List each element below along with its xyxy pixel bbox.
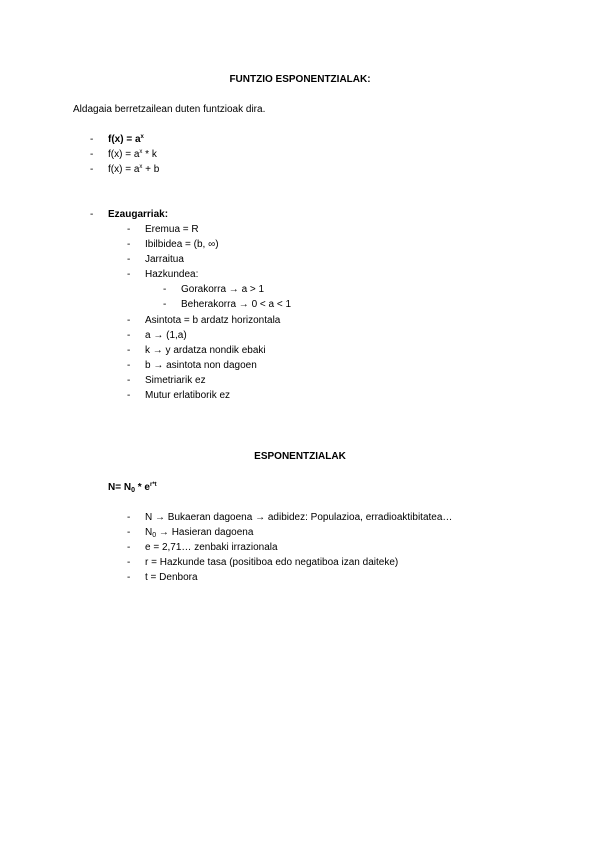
list-item: Ibilbidea = (b, ∞) xyxy=(145,239,219,250)
bullet-dash: - xyxy=(163,299,167,310)
list-item: k → y ardatza nondik ebaki xyxy=(145,345,266,356)
bullet-dash: - xyxy=(127,269,131,280)
section-label: Ezaugarriak: xyxy=(108,209,169,220)
bullet-dash: - xyxy=(127,330,131,341)
bullet-dash: - xyxy=(163,284,167,295)
bullet-dash: - xyxy=(127,512,131,523)
bullet-dash: - xyxy=(127,390,131,401)
bullet-dash: - xyxy=(127,572,131,583)
bullet-dash: - xyxy=(127,375,131,386)
list-item: N → Bukaeran dagoena → adibidez: Populazioa, erradioaktibitatea… xyxy=(145,512,453,523)
list-item: t = Denbora xyxy=(145,572,198,583)
list-item: Simetriarik ez xyxy=(145,375,206,386)
list-item: b → asintota non dagoen xyxy=(145,360,257,371)
sub-list-item: Beherakorra → 0 < a < 1 xyxy=(181,299,292,310)
main-formula: $N= N_0 * e^{r*t}$ xyxy=(108,482,157,494)
list-item: r = Hazkunde tasa (positiboa edo negatiboa izan daiteke) xyxy=(145,557,399,568)
bullet-dash: - xyxy=(127,224,131,235)
bullet-dash: - xyxy=(90,209,94,220)
bullet-dash: - xyxy=(127,315,131,326)
intro-text: Aldagaia berretzailean duten funtzioak dira. xyxy=(73,104,266,115)
bullet-dash: - xyxy=(127,239,131,250)
bullet-dash: - xyxy=(127,527,131,538)
bullet-dash: - xyxy=(127,557,131,568)
bullet-dash: - xyxy=(127,345,131,356)
list-item: e = 2,71… zenbaki irrazionala xyxy=(145,542,278,553)
section-title: ESPONENTZIALAK xyxy=(254,451,346,462)
bullet-dash: - xyxy=(90,134,94,145)
list-item: Hazkundea: xyxy=(145,269,199,280)
bullet-dash: - xyxy=(127,360,131,371)
list-item: $N_0$ → Hasieran dagoena xyxy=(145,527,254,539)
list-item: Mutur erlatiborik ez xyxy=(145,390,231,401)
bullet-dash: - xyxy=(127,542,131,553)
list-item: Jarraitua xyxy=(145,254,184,265)
page-title: FUNTZIO ESPONENTZIALAK: xyxy=(229,74,371,85)
sub-list-item: Gorakorra → a > 1 xyxy=(181,284,265,295)
formula-item: $f(x) = a^x + b$ xyxy=(108,164,160,175)
list-item: Asintota = b ardatz horizontala xyxy=(145,315,281,326)
list-item: a → (1,a) xyxy=(145,330,187,341)
formula-item: $f(x) = a^x$ xyxy=(108,134,144,145)
bullet-dash: - xyxy=(127,254,131,265)
bullet-dash: - xyxy=(90,164,94,175)
formula-item: $f(x) = a^x * k$ xyxy=(108,149,157,160)
bullet-dash: - xyxy=(90,149,94,160)
list-item: Eremua = R xyxy=(145,224,199,235)
